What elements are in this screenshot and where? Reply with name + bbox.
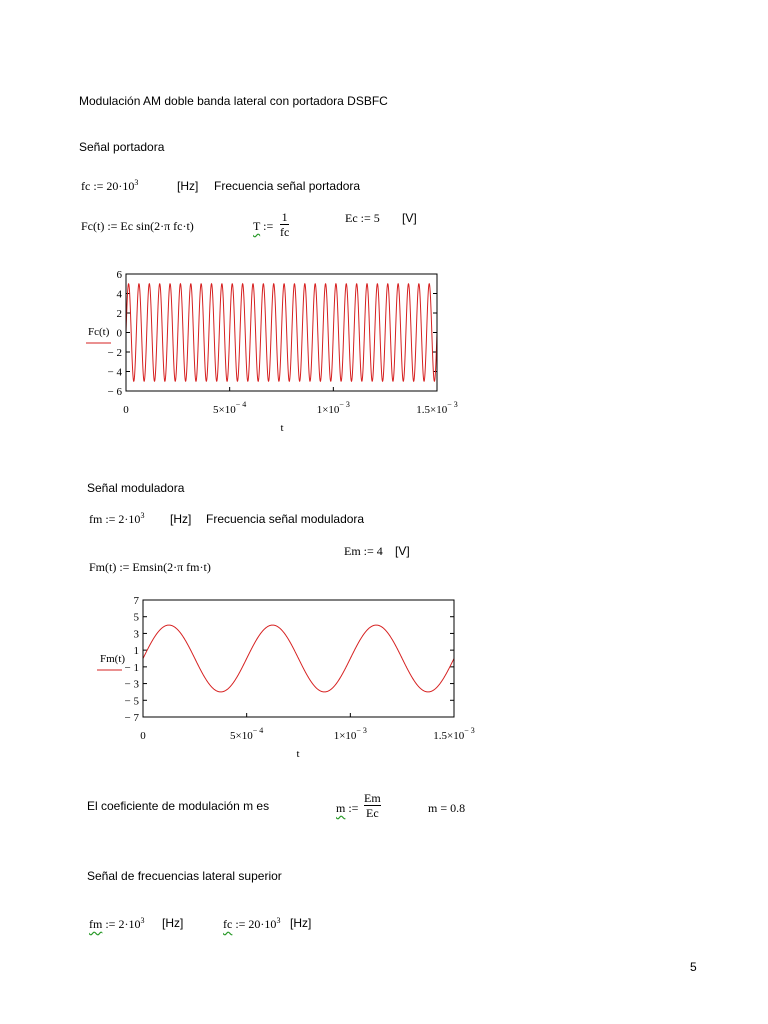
x-tick-label xyxy=(123,404,129,416)
y-axis-label: Fm(t) xyxy=(100,653,126,665)
x-tick-base: 1.5×10 xyxy=(416,404,448,416)
fc-description: Frecuencia señal portadora xyxy=(214,179,361,193)
m-definition xyxy=(336,801,358,816)
x-tick-base: 1×10 xyxy=(316,404,340,416)
x-tick-label xyxy=(230,726,263,742)
fc-unit: [Hz] xyxy=(177,179,199,193)
y-tick-label: − 7 xyxy=(124,712,139,724)
x-tick-base: 5×10 xyxy=(230,730,253,742)
fc-def-text: fc := 20·10 xyxy=(81,179,135,193)
x-axis-label: t xyxy=(296,748,300,760)
y-tick-label: 7 xyxy=(133,595,139,607)
modulating-equation: Fm(t) := Emsin(2·π fm·t) xyxy=(89,560,211,574)
page-number: 5 xyxy=(690,960,697,974)
y-tick-label: 6 xyxy=(116,269,122,281)
fm-def-text: fm := 2·10 xyxy=(89,512,141,526)
m-lhs: m xyxy=(336,801,346,815)
upper-fc-rhs: := 20·10 xyxy=(232,917,277,931)
x-tick-exponent: − 3 xyxy=(356,726,367,735)
x-tick-label xyxy=(334,726,367,742)
carrier-equation: Fc(t) := Ec sin(2·π fc·t) xyxy=(81,219,194,233)
upper-fm-lhs: fm xyxy=(89,917,103,931)
carrier-heading: Señal portadora xyxy=(79,140,165,154)
x-axis-label: t xyxy=(280,422,284,434)
x-tick-exponent: − 3 xyxy=(447,400,458,409)
m-denominator: Ec xyxy=(366,806,379,820)
y-tick-label: 0 xyxy=(116,327,122,340)
y-tick-label: − 2 xyxy=(107,347,122,359)
m-numerator: Em xyxy=(364,791,381,805)
x-tick-label xyxy=(213,400,246,416)
series-line-fm xyxy=(143,625,454,692)
modulating-heading: Señal moduladora xyxy=(87,481,185,495)
y-axis-label: Fc(t) xyxy=(88,326,110,338)
y-tick-label: − 3 xyxy=(124,678,139,691)
modulation-index-text: El coeficiente de modulación m es xyxy=(87,799,270,813)
fm-def-exp: 3 xyxy=(140,511,145,520)
ec-definition: Ec := 5 xyxy=(345,211,380,225)
period-lhs: T xyxy=(253,219,261,233)
fc-definition xyxy=(81,178,138,194)
period-definition xyxy=(253,219,273,234)
y-tick-label: − 4 xyxy=(107,366,122,379)
x-tick-label xyxy=(317,400,350,416)
y-tick-label: 3 xyxy=(133,628,139,641)
ec-unit: [V] xyxy=(402,211,417,225)
em-unit: [V] xyxy=(395,544,410,558)
y-tick-label: 5 xyxy=(133,611,139,624)
x-tick-exponent: − 4 xyxy=(235,400,247,409)
x-tick-exponent: − 3 xyxy=(339,400,350,409)
upper-fc-definition xyxy=(223,916,280,932)
m-result: m = 0.8 xyxy=(428,801,466,815)
period-fraction xyxy=(280,210,289,239)
upper-fm-unit: [Hz] xyxy=(162,916,184,930)
upper-fc-exp: 3 xyxy=(276,916,281,925)
x-tick-exponent: − 3 xyxy=(464,726,475,735)
upper-fm-exp: 3 xyxy=(140,916,145,925)
y-tick-label: − 6 xyxy=(107,386,122,398)
modulating-plot xyxy=(93,592,493,762)
y-axis-ticks xyxy=(125,595,454,724)
y-tick-label: 4 xyxy=(116,288,122,301)
upper-fc-unit: [Hz] xyxy=(290,916,312,930)
carrier-plot xyxy=(76,266,476,436)
y-tick-label: − 1 xyxy=(124,661,139,674)
m-fraction xyxy=(364,791,381,820)
x-tick-base: 0 xyxy=(123,404,129,416)
fc-def-exp: 3 xyxy=(134,178,139,187)
y-tick-label: − 5 xyxy=(124,695,139,708)
page-title: Modulación AM doble banda lateral con portadora DSBFC xyxy=(79,94,388,108)
x-tick-label xyxy=(140,730,146,742)
period-numerator: 1 xyxy=(281,210,288,224)
x-tick-base: 5×10 xyxy=(213,404,236,416)
fm-unit: [Hz] xyxy=(170,512,192,526)
em-definition: Em := 4 xyxy=(344,544,383,558)
upper-fm-definition xyxy=(89,916,144,932)
x-tick-base: 1.5×10 xyxy=(433,730,465,742)
fm-definition xyxy=(89,511,144,527)
y-tick-label: 2 xyxy=(116,308,122,320)
upper-fm-rhs: := 2·10 xyxy=(102,917,141,931)
x-tick-label xyxy=(416,400,457,416)
period-denominator: fc xyxy=(280,225,290,239)
upper-fc-lhs: fc xyxy=(223,917,233,931)
x-tick-exponent: − 4 xyxy=(252,726,264,735)
x-tick-base: 0 xyxy=(140,730,146,742)
series-line-fc xyxy=(126,284,437,382)
fm-description: Frecuencia señal moduladora xyxy=(206,512,365,526)
upper-sideband-heading: Señal de frecuencias lateral superior xyxy=(87,869,282,883)
m-assign: := xyxy=(345,801,359,815)
period-assign: := xyxy=(260,219,274,233)
x-tick-base: 1×10 xyxy=(333,730,357,742)
y-tick-label: 1 xyxy=(133,645,139,658)
x-tick-label xyxy=(433,726,474,742)
